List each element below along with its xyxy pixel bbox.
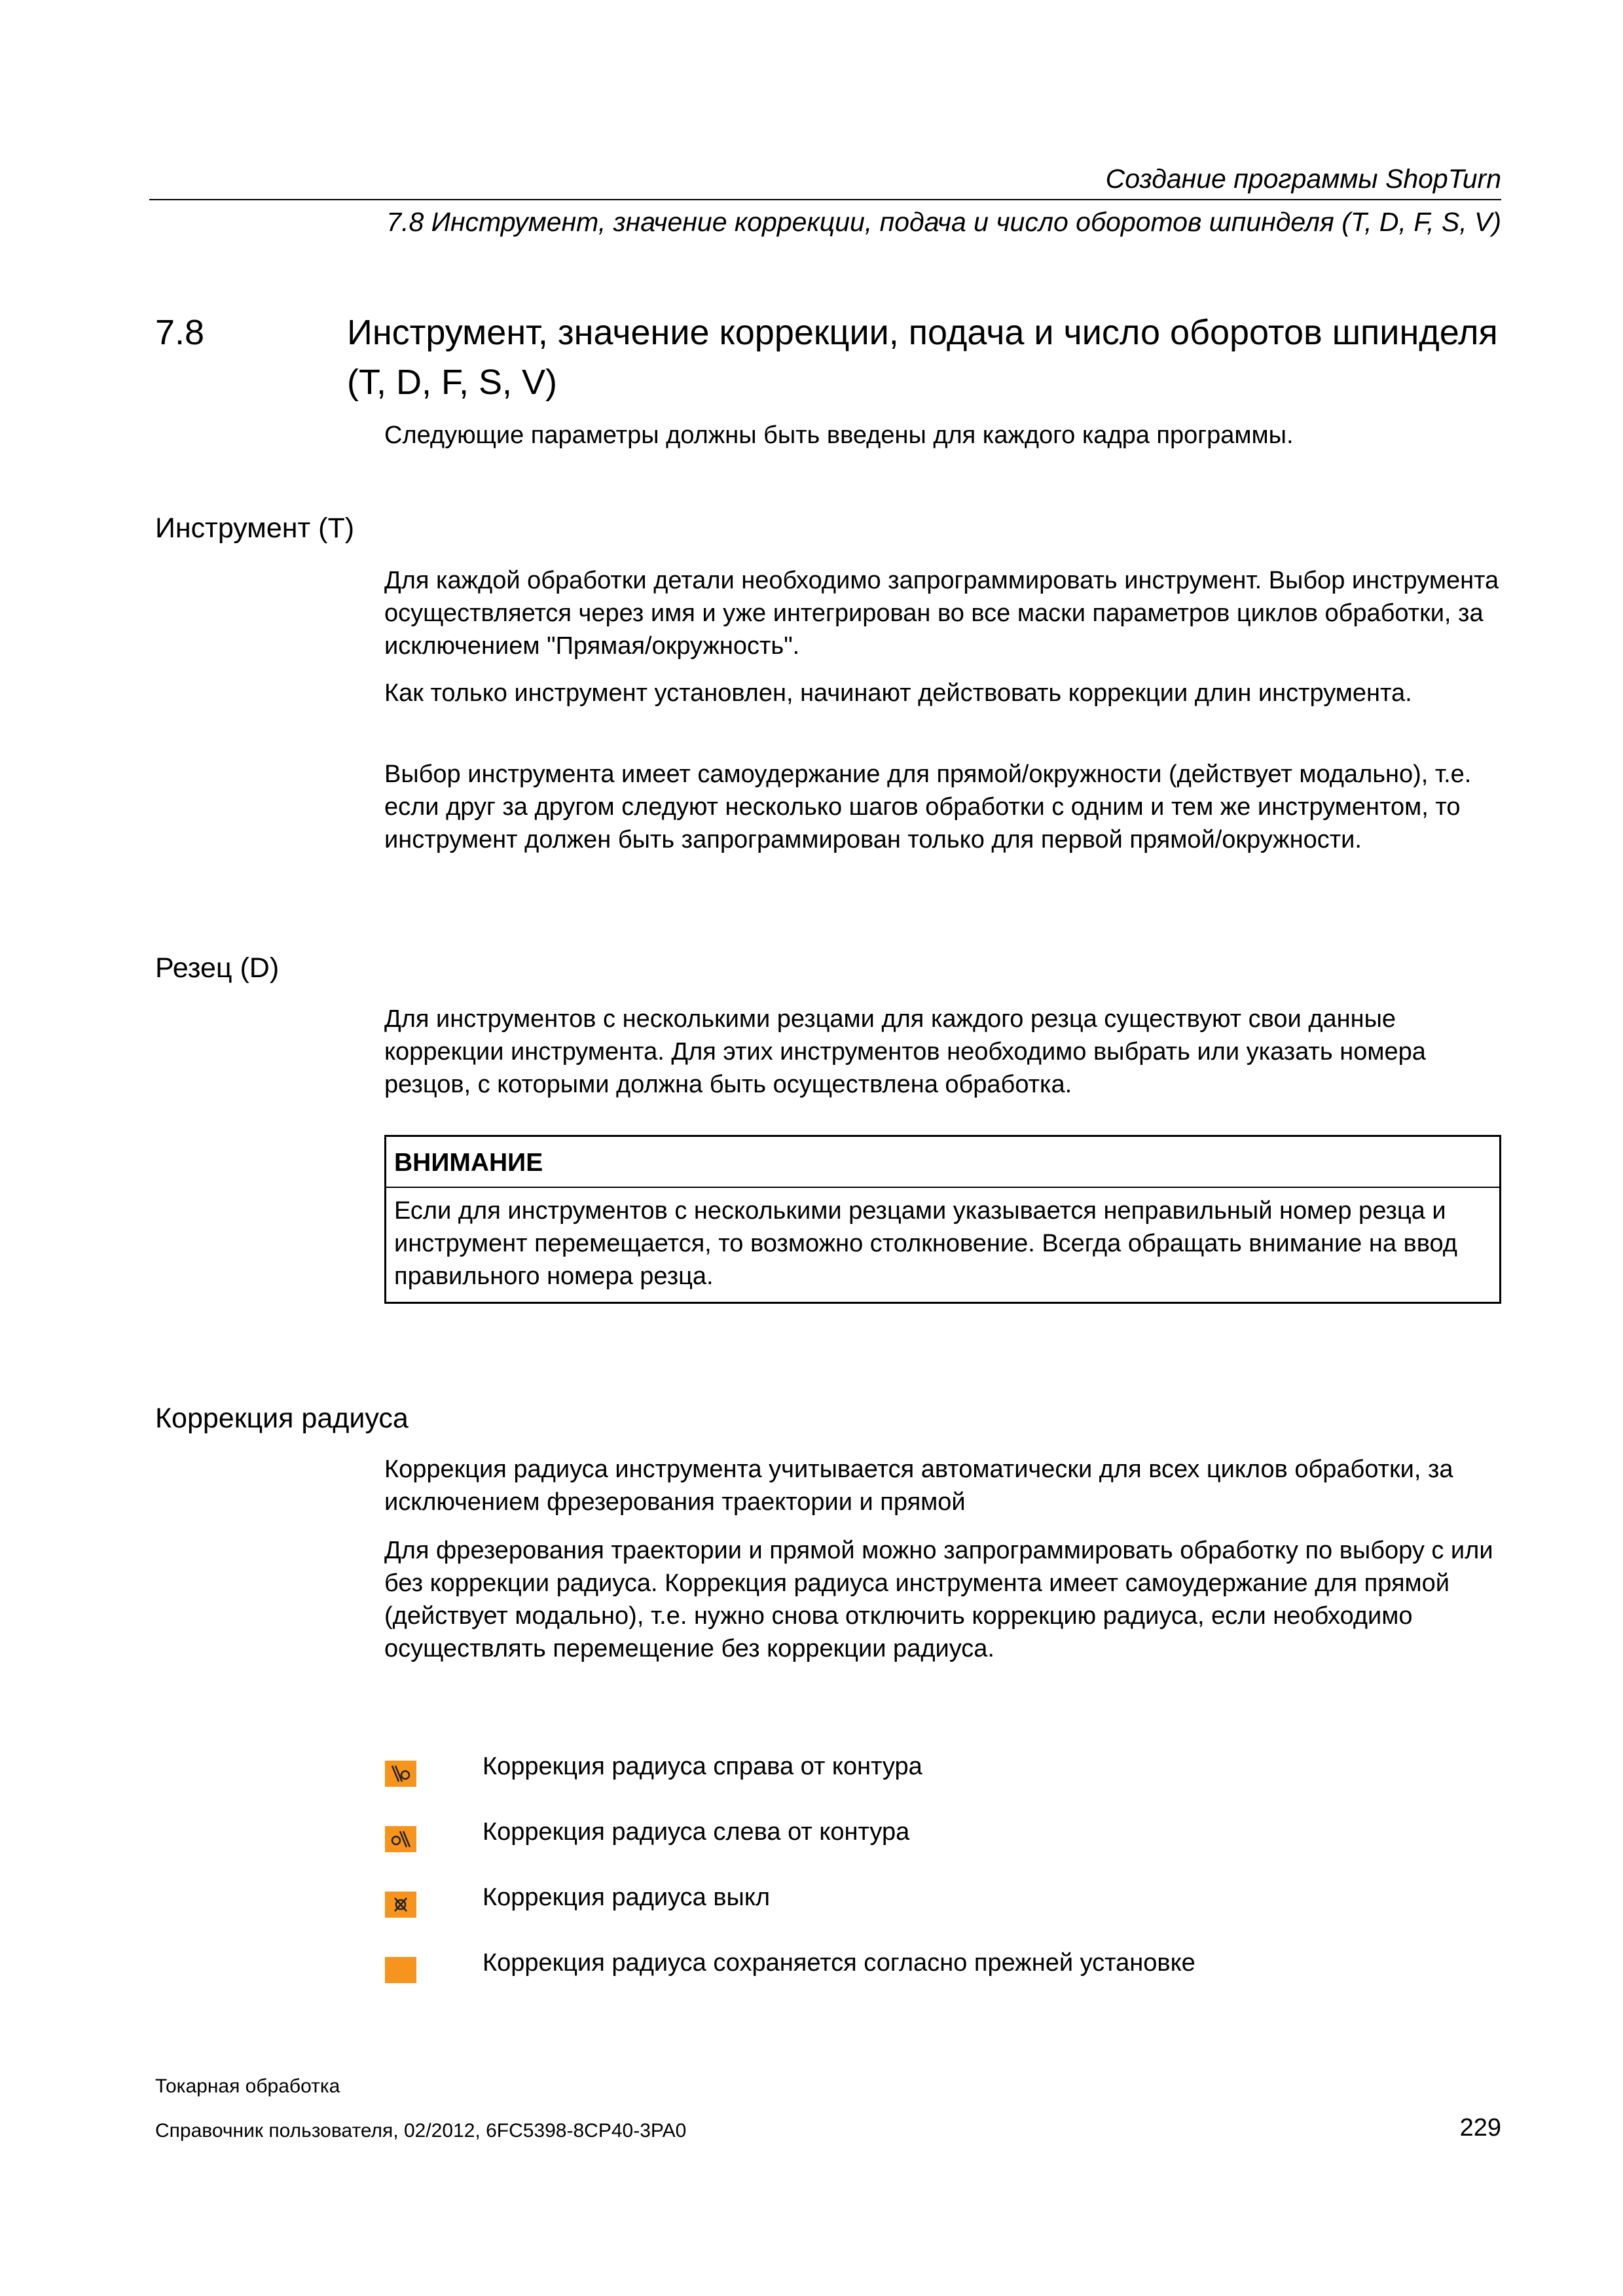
radius-left-icon bbox=[385, 1826, 416, 1852]
running-header-chapter: Создание программы ShopTurn bbox=[1105, 164, 1501, 194]
section-number: 7.8 bbox=[155, 313, 205, 352]
notice-title: ВНИМАНИЕ bbox=[386, 1137, 1499, 1188]
notice-body: Если для инструментов с несколькими резцами указывается неправильный номер резца и инструмент перемещается, то возможно столкновение. Всегда обращать внимание на ввод правильного номера резца. bbox=[394, 1197, 1457, 1290]
radius-keep-icon bbox=[385, 1957, 416, 1983]
tool-paragraph-1: Для каждой обработки детали необходимо запрограммировать инструмент. Выбор инструмента осуществляется через имя и уже интегрирован во все маски параметров циклов обработки, за исключением "Прямая/окружность". bbox=[384, 567, 1499, 660]
notice-box bbox=[384, 1135, 1501, 1304]
heading-edge: Резец (D) bbox=[155, 952, 280, 984]
tool-paragraph-2: Как только инструмент установлен, начинают действовать коррекции длин инструмента. bbox=[384, 679, 1412, 707]
radius-right-icon bbox=[385, 1761, 416, 1787]
heading-tool: Инструмент (T) bbox=[155, 512, 355, 544]
header-rule bbox=[149, 199, 1501, 200]
footer-manual-info: Справочник пользователя, 02/2012, 6FC5398-8CP40-3PA0 bbox=[155, 2120, 687, 2142]
heading-radius: Коррекция радиуса bbox=[155, 1403, 409, 1434]
radius-off-icon bbox=[385, 1892, 416, 1918]
radius-paragraph-2: Для фрезерования траектории и прямой можно запрограммировать обработку по выбору с или без коррекции радиуса. Коррекция радиуса инструмента имеет самоудержание для прямой (действует модально), т.е. нужно снова отключить коррекцию радиуса, если необходимо осуществлять перемещение без коррекции радиуса. bbox=[384, 1537, 1493, 1662]
radius-off-label: Коррекция радиуса выкл bbox=[483, 1884, 771, 1911]
edge-paragraph-1: Для инструментов с несколькими резцами для каждого резца существуют свои данные коррекции инструмента. Для этих инструментов необходимо выбрать или указать номера резцов, с которыми должна быть осуществлена обработка. bbox=[384, 1005, 1426, 1098]
page-number: 229 bbox=[1459, 2114, 1501, 2142]
radius-right-label: Коррекция радиуса справа от контура bbox=[483, 1753, 922, 1780]
radius-paragraph-1: Коррекция радиуса инструмента учитывается автоматически для всех циклов обработки, за исключением фрезерования траектории и прямой bbox=[384, 1456, 1453, 1516]
section-intro: Следующие параметры должны быть введены для каждого кадра программы. bbox=[384, 422, 1294, 449]
section-title: Инструмент, значение коррекции, подача и число оборотов шпинделя (T, D, F, S, V) bbox=[347, 313, 1498, 402]
radius-keep-label: Коррекция радиуса сохраняется согласно прежней установке bbox=[483, 1949, 1195, 1977]
radius-left-label: Коррекция радиуса слева от контура bbox=[483, 1818, 910, 1846]
running-header-section: 7.8 Инструмент, значение коррекции, подача и число оборотов шпинделя (T, D, F, S, V) bbox=[386, 207, 1501, 237]
footer-book-title: Токарная обработка bbox=[155, 2075, 340, 2097]
tool-paragraph-3: Выбор инструмента имеет самоудержание для прямой/окружности (действует модально), т.е. если друг за другом следуют несколько шагов обработки с одним и тем же инструментом, то инструмент должен быть запрограммирован только для первой прямой/окружности. bbox=[384, 761, 1472, 853]
